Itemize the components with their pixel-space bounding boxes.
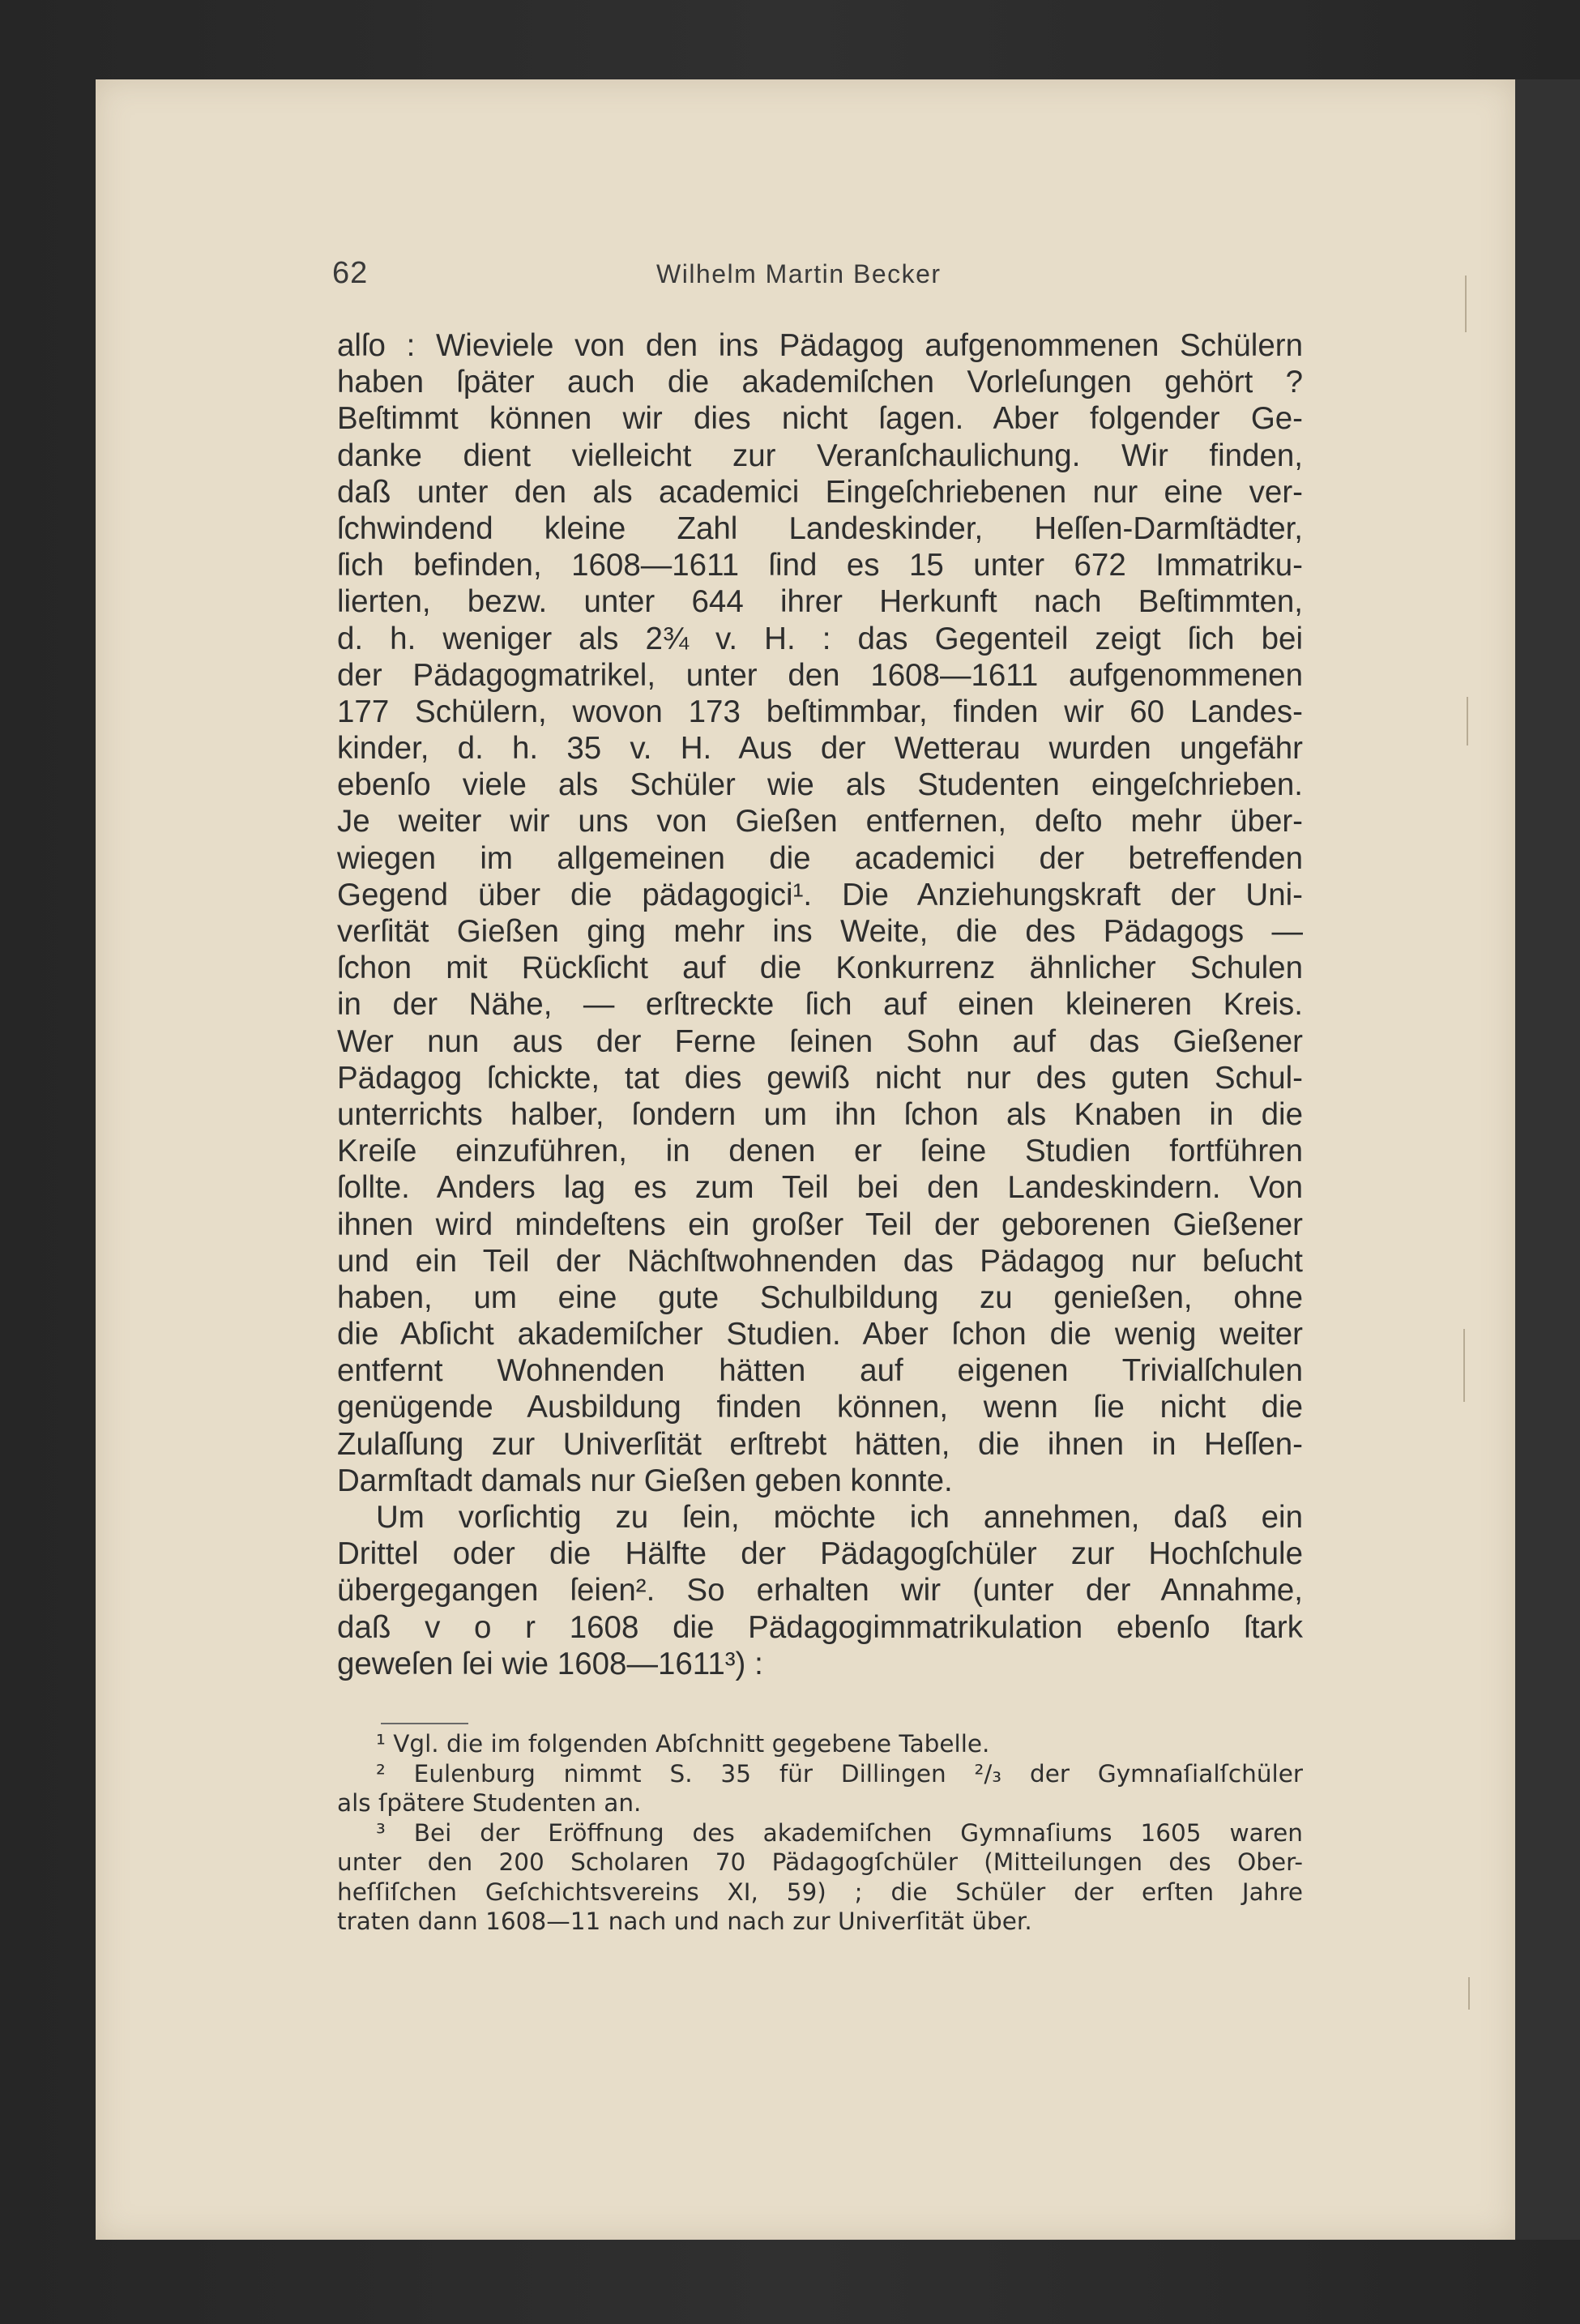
text-line: haben ſpäter auch die akademiſchen Vorleſungen gehört ? bbox=[337, 365, 1303, 400]
text-line: ſollte. Anders lag es zum Teil bei den Landeskindern. Von bbox=[337, 1170, 1303, 1206]
text-line: ihnen wird mindeſtens ein großer Teil der geborenen Gießener bbox=[337, 1207, 1303, 1242]
text-line: kinder, d. h. 35 v. H. Aus der Wetterau wurden ungefähr bbox=[337, 731, 1303, 767]
text-line: Drittel oder die Hälfte der Pädagogſchüler zur Hochſchule bbox=[337, 1536, 1303, 1572]
text-line: Kreiſe einzuführen, in denen er ſeine Studien fortführen bbox=[337, 1134, 1303, 1169]
text-line: Um vorſichtig zu ſein, möchte ich annehmen, daß ein bbox=[376, 1500, 1303, 1535]
footnote-line: traten dann 1608—11 nach und nach zur Univerſität über. bbox=[337, 1907, 1032, 1935]
text-line: Gegend über die pädagogici¹. Die Anziehungskraft der Uni- bbox=[337, 877, 1303, 912]
text-line: lierten, bezw. unter 644 ihrer Herkunft nach Beſtimmten, bbox=[337, 584, 1303, 620]
text-line: der Pädagogmatrikel, unter den 1608—1611 aufgenommenen bbox=[337, 657, 1303, 693]
text-line: Pädagog ſchickte, tat dies gewiß nicht nur des guten Schul- bbox=[337, 1060, 1303, 1096]
text-line: Zulaſſung zur Univerſität erſtrebt hätten, die ihnen in Heſſen- bbox=[337, 1426, 1303, 1462]
scan-artifact bbox=[1465, 276, 1467, 332]
footnote-line: ³ Bei der Eröffnung des akademiſchen Gymnaſiums 1605 waren bbox=[376, 1818, 1303, 1847]
text-line: daß v o r 1608 die Pädagogimmatrikulation ebenſo ſtark bbox=[337, 1609, 1303, 1645]
footnote-3 bbox=[337, 1818, 1303, 1937]
text-line: ſich befinden, 1608—1611 ſind es 15 unter 672 Immatriku- bbox=[337, 548, 1303, 583]
footnote-line: als ſpätere Studenten an. bbox=[337, 1789, 642, 1817]
text-line: wiegen im allgemeinen die academici der betreffenden bbox=[337, 840, 1303, 876]
text-line: alſo : Wieviele von den ins Pädagog aufgenommenen Schülern bbox=[337, 328, 1303, 363]
paragraph-1 bbox=[337, 327, 1303, 1499]
text-line: daß unter den als academici Eingeſchriebenen nur eine ver- bbox=[337, 474, 1303, 510]
running-head bbox=[332, 256, 1305, 297]
text-line: Je weiter wir uns von Gießen entfernen, deſto mehr über- bbox=[337, 804, 1303, 839]
footnote-rule bbox=[381, 1723, 468, 1724]
footnote-1 bbox=[337, 1729, 1303, 1759]
text-line: Beſtimmt können wir dies nicht ſagen. Aber folgender Ge- bbox=[337, 401, 1303, 437]
text-line: ebenſo viele als Schüler wie als Studenten eingeſchrieben. bbox=[337, 767, 1303, 803]
text-line: entfernt Wohnenden hätten auf eigenen Trivialſchulen bbox=[337, 1353, 1303, 1389]
text-line: unterrichts halber, ſondern um ihn ſchon als Knaben in die bbox=[337, 1096, 1303, 1132]
running-title: Wilhelm Martin Becker bbox=[656, 259, 942, 288]
footnote-line: unter den 200 Scholaren 70 Pädagogſchüler (Mitteilungen des Ober- bbox=[337, 1848, 1303, 1876]
footnote-line: ¹ Vgl. die im folgenden Abſchnitt gegebene Tabelle. bbox=[376, 1730, 990, 1758]
text-line: die Abſicht akademiſcher Studien. Aber ſchon die wenig weiter bbox=[337, 1317, 1303, 1352]
scan-artifact bbox=[1468, 1977, 1470, 2010]
text-line: ſchon mit Rückſicht auf die Konkurrenz ähnlicher Schulen bbox=[337, 951, 1303, 986]
text-line: genügende Ausbildung finden können, wenn ſie nicht die bbox=[337, 1390, 1303, 1425]
text-line: ſchwindend kleine Zahl Landeskinder, Heſſen-Darmſtädter, bbox=[337, 511, 1303, 546]
text-line: übergegangen ſeien². So erhalten wir (unter der Annahme, bbox=[337, 1573, 1303, 1608]
text-line: Darmſtadt damals nur Gießen geben konnte. bbox=[337, 1463, 953, 1498]
footnote-2 bbox=[337, 1759, 1303, 1818]
text-line: geweſen ſei wie 1608—1611³) : bbox=[337, 1646, 763, 1681]
text-line: und ein Teil der Nächſtwohnenden das Pädagog nur beſucht bbox=[337, 1243, 1303, 1279]
scan-artifact bbox=[1467, 697, 1468, 745]
body-text bbox=[337, 327, 1303, 1682]
page-number: 62 bbox=[332, 256, 369, 290]
footnotes bbox=[337, 1729, 1303, 1937]
text-line: 177 Schülern, wovon 173 beſtimmbar, finden wir 60 Landes- bbox=[337, 694, 1303, 729]
footnote-line: ² Eulenburg nimmt S. 35 für Dillingen ²/₃ der Gymnaſialſchüler bbox=[376, 1759, 1303, 1788]
text-line: d. h. weniger als 2¾ v. H. : das Gegenteil zeigt ſich bei bbox=[337, 621, 1303, 656]
text-line: haben, um eine gute Schulbildung zu genießen, ohne bbox=[337, 1279, 1303, 1315]
text-line: danke dient vielleicht zur Veranſchaulichung. Wir finden, bbox=[337, 438, 1303, 473]
footnote-line: heſſiſchen Geſchichtsvereins XI, 59) ; die Schüler der erſten Jahre bbox=[337, 1878, 1303, 1906]
scan-artifact bbox=[1463, 1329, 1465, 1402]
paragraph-2 bbox=[337, 1499, 1303, 1682]
text-line: Wer nun aus der Ferne ſeinen Sohn auf das Gießener bbox=[337, 1023, 1303, 1059]
text-line: verſität Gießen ging mehr ins Weite, die des Pädagogs — bbox=[337, 914, 1303, 949]
text-line: in der Nähe, — erſtreckte ſich auf einen kleineren Kreis. bbox=[337, 987, 1303, 1023]
scan-right-edge bbox=[1515, 79, 1580, 2240]
